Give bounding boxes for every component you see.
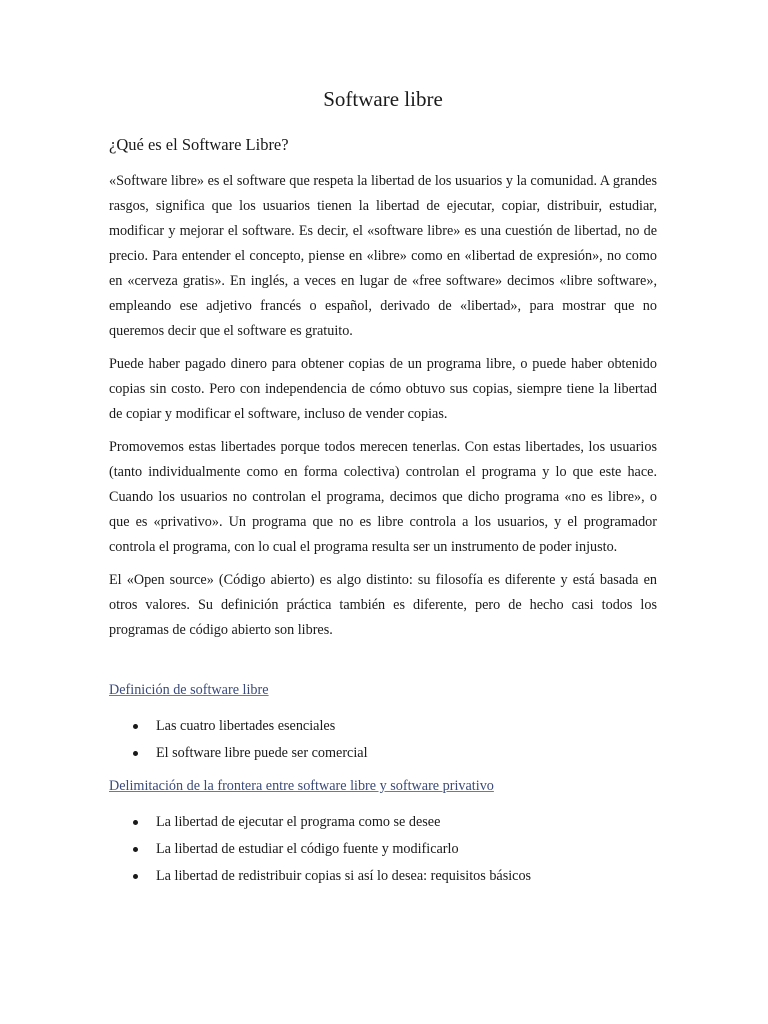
link-section-definition — [109, 679, 657, 701]
bullet-icon — [133, 874, 138, 879]
bullet-list-definition — [109, 713, 657, 767]
list-item — [109, 836, 657, 863]
bullet-icon — [133, 820, 138, 825]
paragraph-freedoms: Promovemos estas libertades porque todos merecen tenerlas. Con estas libertades, los usuarios (tanto individualmente como en forma colectiva) controlan el programa y lo que este hace. Cuando los usuarios no controlan el programa, decimos que dicho programa «no es libre», o que es «privativo». Un programa que no es libre controla a los usuarios, y el programador controla el programa, con lo cual el programa resulta ser un instrumento de poder injusto. — [109, 439, 657, 555]
list-item — [109, 713, 657, 740]
list-item — [109, 863, 657, 890]
list-item-text: La libertad de redistribuir copias si así lo desea: requisitos básicos — [156, 868, 532, 884]
link-delimitacion-frontera[interactable]: Delimitación de la frontera entre software libre y software privativo — [109, 778, 494, 794]
list-item — [109, 740, 657, 767]
paragraph-copies: Puede haber pagado dinero para obtener copias de un programa libre, o puede haber obtenido copias sin costo. Pero con independencia de cómo obtuvo sus copias, siempre tiene la libertad de copiar y modificar el software, incluso de vender copias. — [109, 356, 657, 422]
paragraph-open-source: El «Open source» (Código abierto) es algo distinto: su filosofía es diferente y está basada en otros valores. Su definición práctica también es diferente, pero de hecho casi todos los programas de código abierto son libres. — [109, 572, 657, 638]
list-item — [109, 809, 657, 836]
list-item-text: Las cuatro libertades esenciales — [156, 718, 336, 734]
link-section-boundary — [109, 775, 657, 797]
list-item-text: La libertad de ejecutar el programa como se desee — [156, 814, 441, 830]
bullet-list-boundary — [109, 809, 657, 890]
paragraph-definition: «Software libre» es el software que respeta la libertad de los usuarios y la comunidad. A grandes rasgos, significa que los usuarios tienen la libertad de ejecutar, copiar, distribuir, estudiar, modificar y mejorar el software. Es decir, el «software libre» es una cuestión de libertad, no de precio. Para entender el concepto, piense en «libre» como en «libertad de expresión», no como en «cerveza gratis». En inglés, a veces en lugar de «free software» decimos «libre software», empleando ese adjetivo francés o español, derivado de «libertad», para mostrar que no queremos decir que el software es gratuito. — [109, 173, 657, 339]
link-definicion-software-libre[interactable]: Definición de software libre — [109, 682, 269, 698]
section-heading: ¿Qué es el Software Libre? — [109, 135, 289, 154]
list-item-text: El software libre puede ser comercial — [156, 745, 368, 761]
bullet-icon — [133, 751, 138, 756]
bullet-icon — [133, 847, 138, 852]
bullet-icon — [133, 724, 138, 729]
list-item-text: La libertad de estudiar el código fuente y modificarlo — [156, 841, 459, 857]
document-page — [109, 86, 657, 890]
document-title: Software libre — [323, 87, 443, 111]
